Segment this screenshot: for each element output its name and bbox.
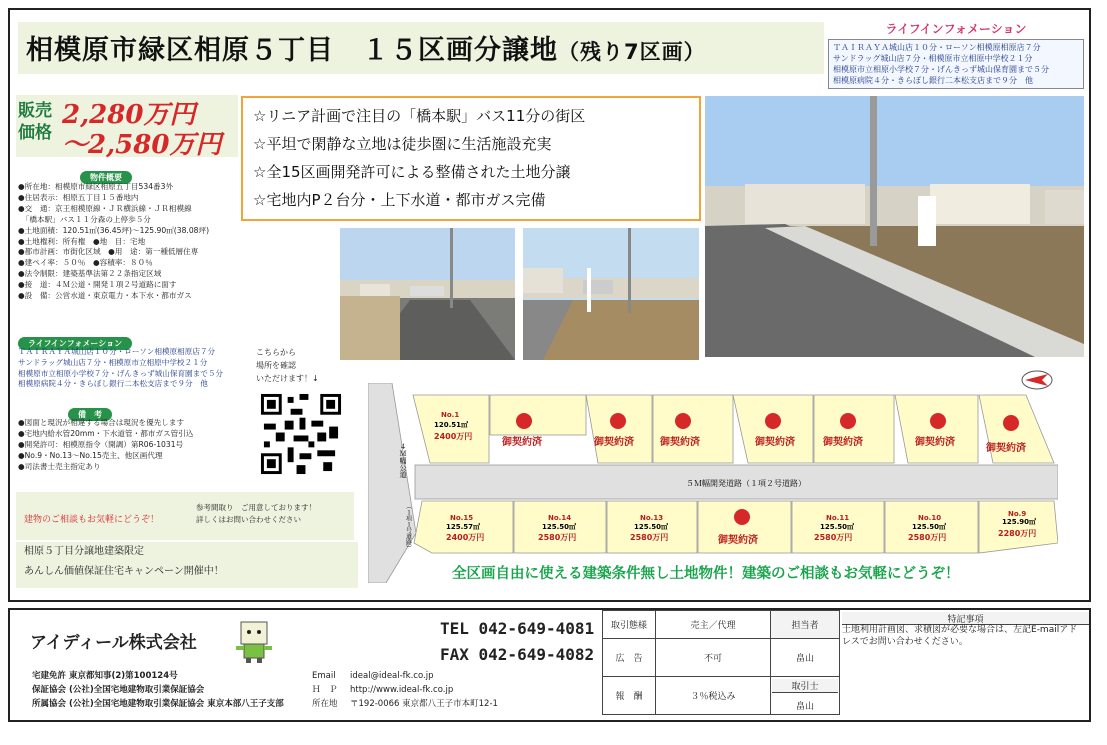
lot-1-area: 120.51㎡: [434, 421, 469, 429]
lot-6: [814, 395, 894, 463]
sold-label: 御契約済: [823, 437, 863, 448]
sold-mark-icon: [675, 413, 691, 429]
lifeinfo-top-heading: ライフインフォメーション: [885, 22, 1027, 36]
lifeinfo-top-line: ＴＡＩＲＡＹＡ城山店１０分・ローソン相模原相原店７分: [833, 43, 1041, 52]
lot-11-no: No.11: [826, 514, 850, 522]
notes-heading: 備 考: [68, 402, 112, 421]
lot-9-area: 125.90㎡: [1002, 518, 1037, 526]
lot-14-price: 2580万円: [538, 533, 577, 542]
lot-14-no: No.14: [548, 514, 572, 522]
lot-10-area: 125.50㎡: [912, 523, 947, 531]
notes-list: ●図面と現況が相違する場合は現況を優先します ●宅地内給水管20mm・下水道管・都市ガス管引込 ●開発許可：相模原指令（開調）第R06-1031号 ●No.9・No.13～No.15売主、他区画代理 ●司法書士売主指定あり: [18, 418, 194, 471]
lot-plan: [368, 383, 1058, 583]
sold-mark-icon: [930, 413, 946, 429]
transaction-table: 取引態様 売主／代理 担当者 広 告 不可 畠山 報 酬 ３％税込み 取引士 畠山: [602, 610, 840, 715]
lot-11-area: 125.50㎡: [820, 523, 855, 531]
lot-14-area: 125.50㎡: [542, 523, 577, 531]
consult-message: 建物のご相談もお気軽にどうぞ！: [24, 515, 160, 525]
lot-1-price: 2400万円: [434, 432, 473, 441]
bottom-message: 全区画自由に使える建築条件無し土地物件！建築のご相談もお気軽にどうぞ！: [452, 566, 960, 582]
lifeinfo-top: [828, 20, 1084, 90]
sold-mark-icon: [610, 413, 626, 429]
sold-mark-icon: [765, 413, 781, 429]
price-label: 販売 価格: [18, 101, 52, 143]
feature-item: ☆宅地内P２台分・上下水道・都市ガス完備: [253, 191, 546, 209]
tel-number[interactable]: TEL 042-649-4081: [440, 619, 595, 638]
feature-item: ☆全15区画開発許可による整備された土地分譲: [253, 163, 571, 181]
contact-info: Email ideal@ideal-fk.co.jp Ｈ Ｐ http://www.ideal-fk.co.jp 所在地 〒192-0066 東京都八王子市本町12-1: [312, 671, 498, 709]
fax-number: FAX 042-649-4082: [440, 645, 595, 664]
email-link[interactable]: ideal@ideal-fk.co.jp: [350, 671, 434, 681]
qr-code[interactable]: [255, 391, 347, 477]
price-max: ～2,580万円: [62, 130, 222, 160]
life-left-heading: ライフインフォメーション: [18, 331, 132, 350]
sold-mark-icon: [734, 509, 750, 525]
site-photo-main: [705, 96, 1084, 357]
lifeinfo-top-line: サンドラッグ城山店７分・相模原市立相原中学校２１分: [833, 54, 1033, 63]
lot-11-price: 2580万円: [814, 533, 853, 542]
remaining-lots: （残り7区画）: [558, 40, 706, 64]
site-photo-1: [340, 228, 515, 360]
sold-label: 御契約済: [594, 437, 634, 448]
consult-box: 建物のご相談もお気軽にどうぞ！ 参考間取り ご用意しております！ 詳しくはお問い合わせください: [16, 492, 354, 540]
lot-10-no: No.10: [918, 514, 942, 522]
left-road-label: ４Ｍ幅公道: [399, 443, 407, 478]
remark-text: 土地利用計画図、求積図が必要な場合は、左記E-mailアドレスでお問い合わせください。: [842, 625, 1078, 647]
sold-label: 御契約済: [660, 437, 700, 448]
lot-15-area: 125.57㎡: [446, 523, 481, 531]
campaign-box: 相原５丁目分譲地建築限定 あんしん価値保証住宅キャンペーン開催中！: [16, 542, 358, 588]
lot-3: [586, 395, 652, 463]
lot-13-area: 125.50㎡: [634, 523, 669, 531]
lot-9-no: No.9: [1008, 510, 1027, 518]
sold-label: 御契約済: [986, 443, 1026, 454]
sold-label: 御契約済: [915, 437, 955, 448]
side-road-label: （１項１号道路）: [404, 503, 412, 551]
lot-13-no: No.13: [640, 514, 664, 522]
mascot-logo-icon: [236, 618, 274, 664]
left-public-road: [368, 383, 416, 583]
lot-15-price: 2400万円: [446, 533, 485, 542]
lot-10-price: 2580万円: [908, 533, 947, 542]
sold-label: 御契約済: [502, 437, 542, 448]
sold-mark-icon: [516, 413, 532, 429]
life-left-list: ＴＡＩＲＡＹＡ城山店１０分・ローソン相模原相原店７分 サンドラッグ城山店７分・相模原市立相原中学校２１分 相模原市立相原小学校７分・げんきっず城山保育園まで５分 相模原病院４分・きらぼし銀行二本松支店まで９分 他: [18, 347, 224, 389]
lot-2: [490, 395, 586, 435]
lot-1-no: No.1: [441, 411, 460, 419]
site-photo-2: [523, 228, 699, 360]
qr-caption: こちらから 場所を確認 いただけます！↓: [256, 348, 319, 383]
compass-icon: [1020, 369, 1054, 391]
remark-heading: 特記事項: [842, 612, 1089, 625]
license-info: 宅建免許 東京都知事(2)第100124号 保証協会 (公社)全国宅地建物取引業保証協会 所属協会 (公社)全国宅地建物取引業保証協会 東京本部八王子支部: [32, 671, 284, 709]
lot-13-price: 2580万円: [630, 533, 669, 542]
lot-7: [895, 395, 978, 463]
sold-label: 御契約済: [755, 437, 795, 448]
lifeinfo-top-line: 相模原病院４分・きらぼし銀行二本松支店まで９分 他: [833, 76, 1033, 85]
spec-heading: 物件概要: [80, 165, 132, 184]
page-title: 相模原市緑区相原５丁目 １５区画分譲地（残り7区画）: [26, 35, 706, 66]
sold-mark-icon: [1003, 415, 1019, 431]
feature-item: ☆リニア計画で注目の「橋本駅」バス11分の街区: [253, 107, 586, 125]
feature-box: [241, 96, 701, 221]
road-label: ５Ｍ幅開発道路（１項２号道路）: [686, 479, 806, 488]
sold-label: 御契約済: [718, 535, 758, 546]
lot-9-price: 2280万円: [998, 529, 1037, 538]
lifeinfo-top-line: 相模原市立相原小学校７分・げんきっず城山保育園まで５分: [833, 65, 1049, 74]
spec-list: ●所在地：相模原市緑区相原五丁目534番3外 ●住居表示：相原五丁目１５番地内 ●交 通：京王相模原線・ＪＲ横浜線・ＪＲ相模線 「橋本駅」バス１１分森の上停歩５分 ●土地面積：120.51㎡(36.45坪)～125.90㎡(38.08坪) ●土地権利：所有権 ●地 目：宅地 ●都市計画：市街化区域 ●用 途：第一種低層住専 ●建ペイ率：５０％ ●容積率：８０％ ●法令制限：建築基準法第２２条指定区域 ●接 道：４Ｍ公道・開発１項２号道路に面す ●設 備：公営水道・東京電力・本下水・都市ガス: [18, 182, 210, 301]
company-name: アイディール株式会社: [30, 633, 197, 653]
sold-mark-icon: [840, 413, 856, 429]
lot-4: [653, 395, 733, 463]
feature-item: ☆平坦で閑静な立地は徒歩圏に生活施設充実: [253, 135, 552, 153]
lot-15-no: No.15: [450, 514, 474, 522]
lot-1: [413, 395, 489, 463]
price-min: 2,280万円: [62, 100, 196, 130]
phone-fax: [440, 616, 594, 668]
lot-9: [979, 501, 1058, 553]
website-link[interactable]: http://www.ideal-fk.co.jp: [350, 685, 454, 695]
